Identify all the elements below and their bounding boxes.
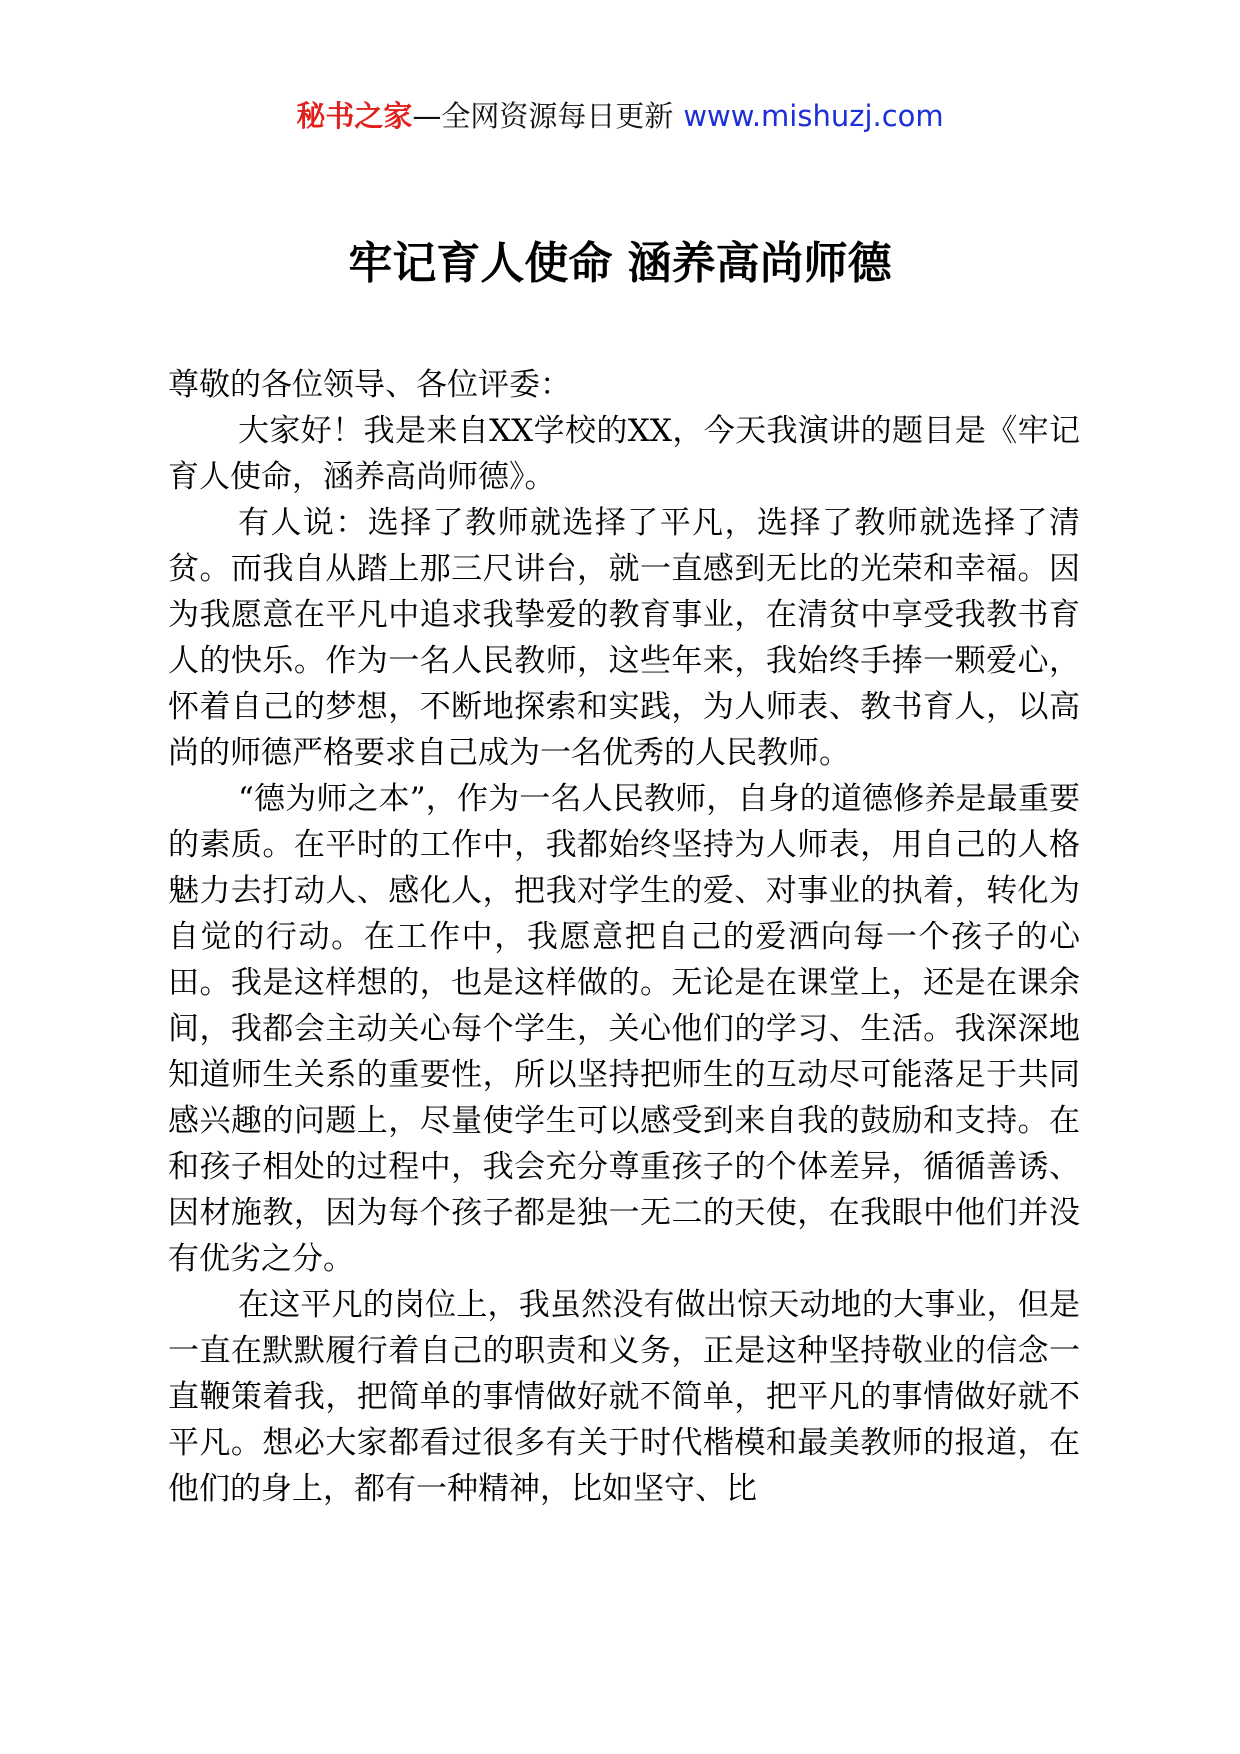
paragraph-4: 在这平凡的岗位上，我虽然没有做出惊天动地的大事业，但是一直在默默履行着自己的职责和义务，正是这种坚持敬业的信念一直鞭策着我，把简单的事情做好就不简单，把平凡的事情做好就不平凡。想必大家都看过很多有关于时代楷模和最美教师的报道，在他们的身上，都有一种精神，比如坚守、比: [168, 1287, 1080, 1507]
site-brand: 秘书之家: [296, 99, 413, 133]
paragraph-1: 大家好！我是来自XX学校的XX，今天我演讲的题目是《牢记育人使命，涵养高尚师德》。: [168, 413, 1080, 495]
salutation: 尊敬的各位领导、各位评委：: [168, 367, 571, 403]
site-url-link[interactable]: www.mishuzj.com: [683, 99, 944, 133]
paragraph-2: 有人说：选择了教师就选择了平凡，选择了教师就选择了清贫。而我自从踏上那三尺讲台，就一直感到无比的光荣和幸福。因为我愿意在平凡中追求我挚爱的教育事业，在清贫中享受我教书育人的快乐。作为一名人民教师，这些年来，我始终手捧一颗爱心，怀着自己的梦想，不断地探索和实践，为人师表、教书育人，以高尚的师德严格要求自己成为一名优秀的人民教师。: [168, 505, 1080, 771]
paragraph-3: “德为师之本”，作为一名人民教师，自身的道德修养是最重要的素质。在平时的工作中，我都始终坚持为人师表，用自己的人格魅力去打动人、感化人，把我对学生的爱、对事业的执着，转化为自觉的行动。在工作中，我愿意把自己的爱洒向每一个孩子的心田。我是这样想的，也是这样做的。无论是在课堂上，还是在课余间，我都会主动关心每个学生，关心他们的学习、生活。我深深地知道师生关系的重要性，所以坚持把师生的互动尽可能落足于共同感兴趣的问题上，尽量使学生可以感受到来自我的鼓励和支持。在和孩子相处的过程中，我会充分尊重孩子的个体差异，循循善诱、因材施教，因为每个孩子都是独一无二的天使，在我眼中他们并没有优劣之分。: [168, 781, 1080, 1277]
document-body: [168, 362, 1080, 1512]
header-dash: —: [412, 99, 442, 133]
site-header: [0, 96, 1240, 136]
site-slogan: 全网资源每日更新: [441, 99, 674, 133]
document-title: 牢记育人使命 涵养高尚师德: [348, 238, 892, 289]
